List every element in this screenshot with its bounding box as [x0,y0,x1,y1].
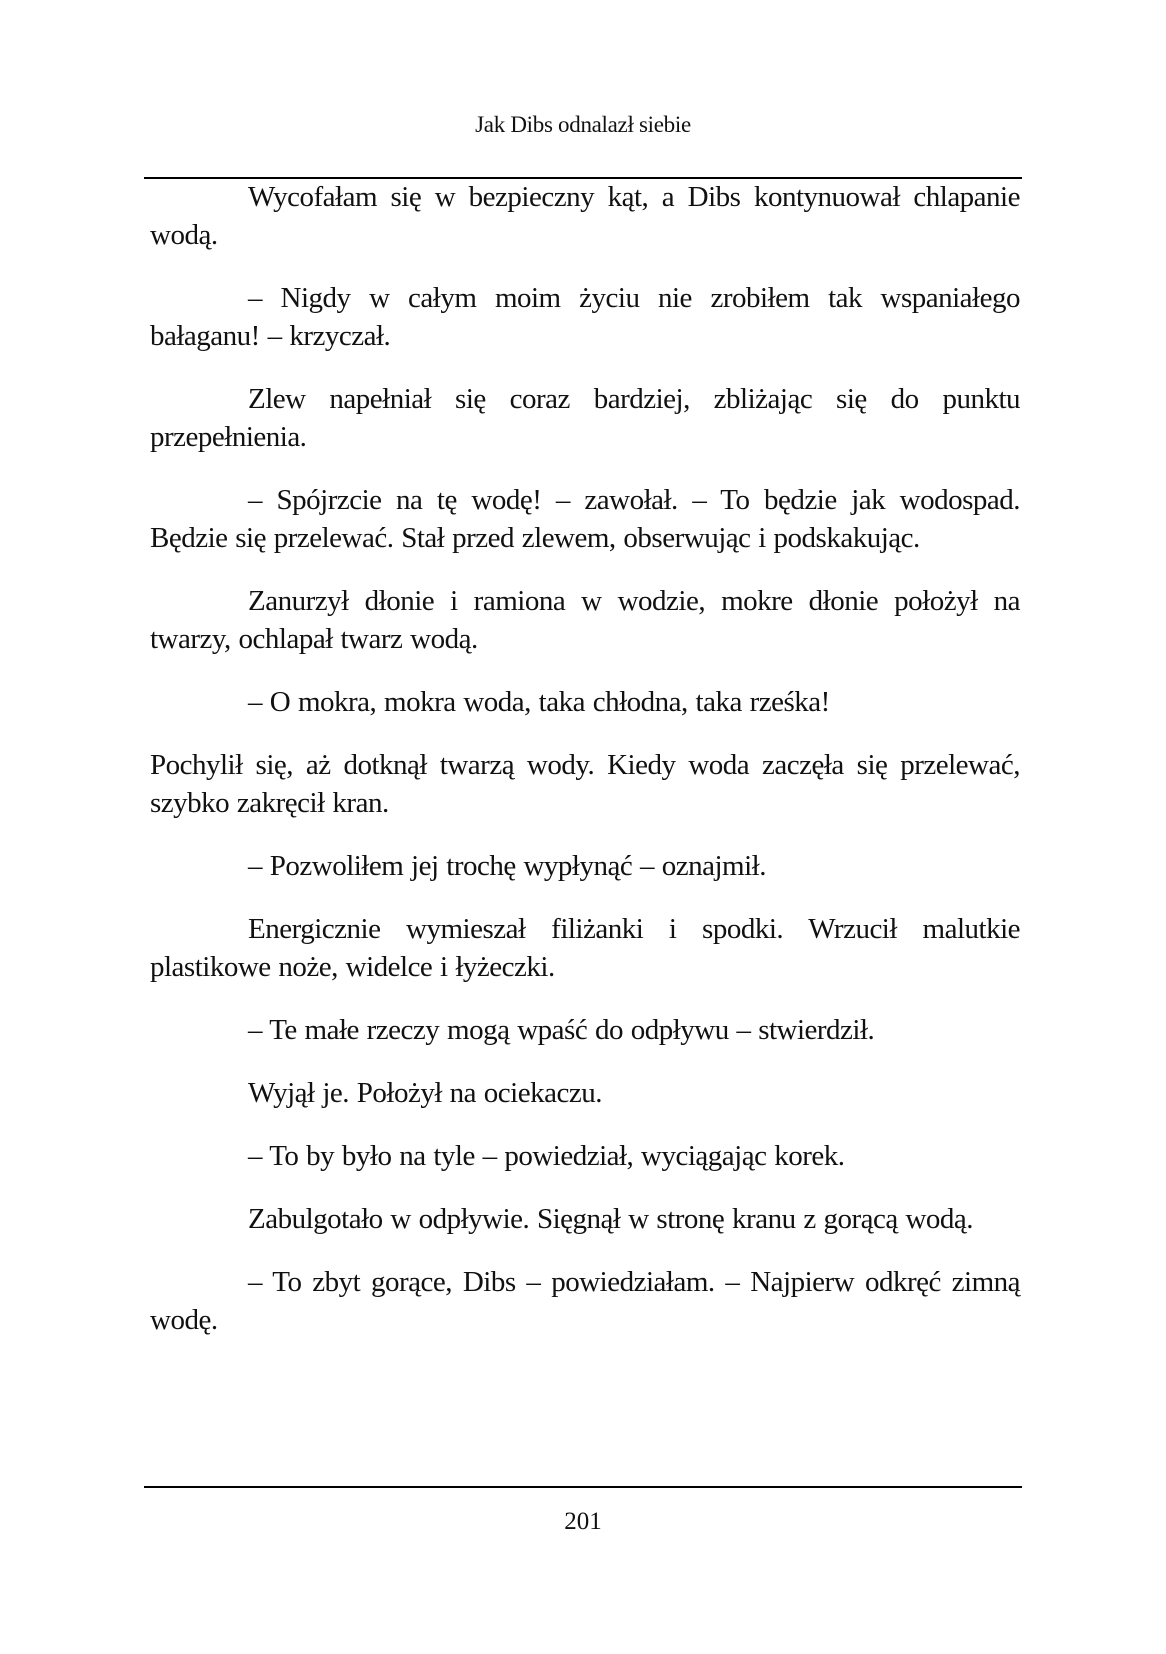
paragraph: – To zbyt gorące, Dibs – powiedziałam. – Najpierw odkręć zimną wodę. [150,1266,1020,1336]
paragraph: Zanurzył dłonie i ramiona w wodzie, mokre dłonie położył na twarzy, ochlapał twarz wodą. [150,585,1020,655]
paragraph: – To by było na tyle – powiedział, wyciągając korek. [248,1140,845,1172]
paragraph: – Pozwoliłem jej trochę wypłynąć – oznajmił. [248,850,766,882]
page-number: 201 [564,1508,602,1535]
paragraph: – Nigdy w całym moim życiu nie zrobiłem tak wspaniałego bałaganu! – krzyczał. [150,282,1020,352]
paragraph: – Spójrzcie na tę wodę! – zawołał. – To będzie jak wodospad. Będzie się przelewać. Stał przed zlewem, obserwując i podskakując. [150,484,1020,554]
paragraph: Energicznie wymieszał filiżanki i spodki. Wrzucił malutkie plastikowe noże, widelce i łyżeczki. [150,913,1020,983]
paragraph: – Te małe rzeczy mogą wpaść do odpływu – stwierdził. [248,1014,875,1046]
footer-rule [144,1486,1022,1488]
paragraph: Zlew napełniał się coraz bardziej, zbliżając się do punktu przepełnienia. [150,383,1020,453]
paragraph: Zabulgotało w odpływie. Sięgnął w stronę kranu z gorącą wodą. [248,1203,974,1235]
paragraph: Pochylił się, aż dotknął twarzą wody. Kiedy woda zaczęła się przelewać, szybko zakręcił kran. [150,749,1020,819]
running-header: Jak Dibs odnalazł siebie [475,112,691,137]
paragraph: Wyjął je. Położył na ociekaczu. [248,1077,602,1109]
paragraph: – O mokra, mokra woda, taka chłodna, taka rześka! [248,686,830,718]
page-body [150,178,1020,1364]
paragraph: Wycofałam się w bezpieczny kąt, a Dibs kontynuował chlapanie wodą. [150,181,1020,251]
